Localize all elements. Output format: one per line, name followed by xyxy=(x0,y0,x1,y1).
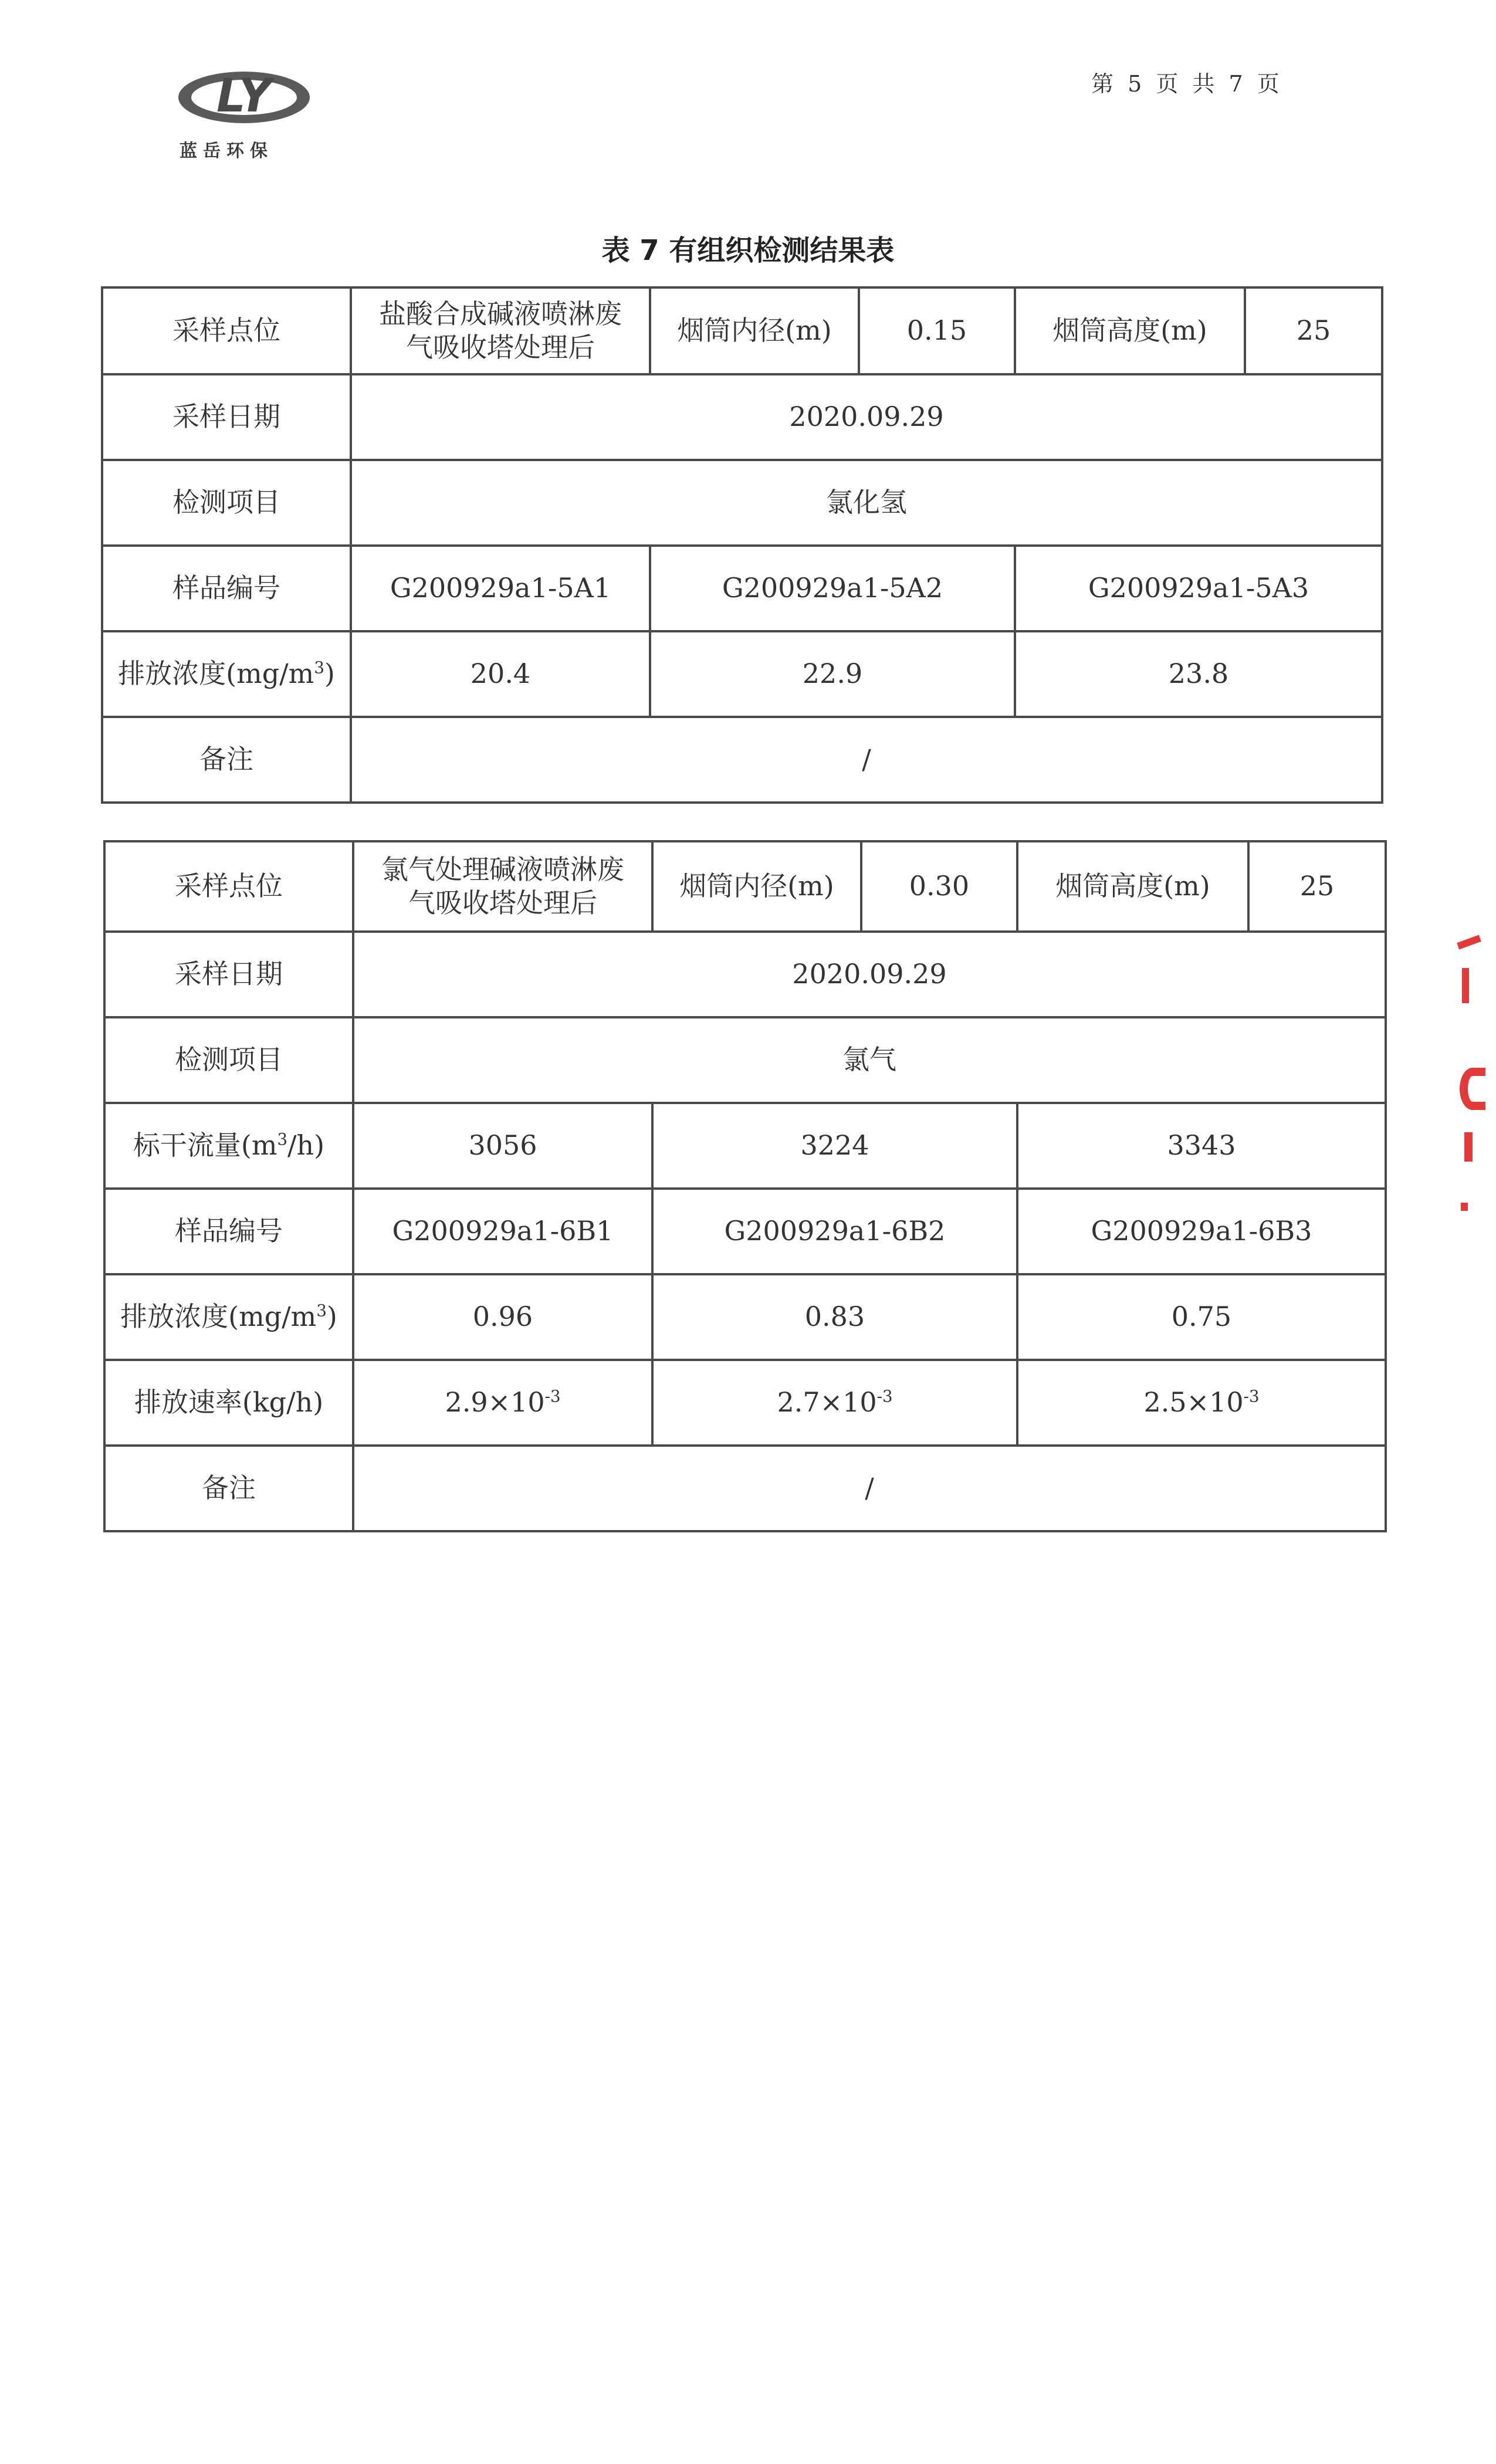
sample-id-cell: G200929a1-6B1 xyxy=(353,1189,652,1274)
sampling-date-value: 2020.09.29 xyxy=(351,374,1382,460)
row-label: 样品编号 xyxy=(102,546,351,631)
concentration-label-sup: 3 xyxy=(314,658,324,678)
test-item-value: 氯气 xyxy=(353,1017,1386,1103)
row-label xyxy=(102,631,351,717)
table-row xyxy=(102,631,1382,717)
rate-base: 2.5×10 xyxy=(1143,1386,1244,1419)
table-row xyxy=(102,460,1382,546)
remark-value: / xyxy=(353,1446,1386,1531)
sample-id-cell: G200929a1-5A2 xyxy=(650,546,1015,631)
sample-id-cell: G200929a1-6B2 xyxy=(652,1189,1017,1274)
row-label: 备注 xyxy=(104,1446,353,1531)
table-row xyxy=(102,546,1382,631)
row-label xyxy=(104,1274,353,1360)
row-label: 备注 xyxy=(102,717,351,803)
row-label: 排放速率(kg/h) xyxy=(104,1360,353,1446)
flow-cell: 3343 xyxy=(1017,1103,1386,1189)
table-row xyxy=(104,1360,1386,1446)
rate-cell xyxy=(652,1360,1017,1446)
flow-label-prefix: 标干流量(m xyxy=(133,1129,277,1162)
concentration-cell: 20.4 xyxy=(351,631,650,717)
row-label: 检测项目 xyxy=(102,460,351,546)
sample-id-cell: G200929a1-6B3 xyxy=(1017,1189,1386,1274)
stack-diameter-value: 0.15 xyxy=(859,287,1015,374)
sample-id-cell: G200929a1-5A3 xyxy=(1015,546,1382,631)
table-row xyxy=(104,1189,1386,1274)
page-number: 第 5 页 共 7 页 xyxy=(1091,71,1283,97)
test-item-value: 氯化氢 xyxy=(351,460,1382,546)
row-label: 采样日期 xyxy=(102,374,351,460)
table-title: 表 7 有组织检测结果表 xyxy=(601,234,895,267)
sampling-point-value: 氯气处理碱液喷淋废气吸收塔处理后 xyxy=(353,841,652,932)
rate-exp: -3 xyxy=(544,1386,561,1406)
table-row xyxy=(104,1274,1386,1360)
row-label: 采样点位 xyxy=(102,287,351,374)
table-row xyxy=(104,1446,1386,1531)
stack-height-value: 25 xyxy=(1245,287,1382,374)
stamp-fragment xyxy=(1461,1203,1468,1211)
row-label: 样品编号 xyxy=(104,1189,353,1274)
table-row xyxy=(104,1017,1386,1103)
table-row xyxy=(104,932,1386,1017)
concentration-label-prefix: 排放浓度(mg/m xyxy=(118,658,314,690)
concentration-label-sup: 3 xyxy=(316,1301,327,1321)
stack-diameter-label: 烟筒内径(m) xyxy=(652,841,861,932)
row-label: 检测项目 xyxy=(104,1017,353,1103)
concentration-label-prefix: 排放浓度(mg/m xyxy=(120,1301,317,1333)
stack-height-label: 烟筒高度(m) xyxy=(1017,841,1248,932)
stack-diameter-value: 0.30 xyxy=(861,841,1017,932)
sampling-date-value: 2020.09.29 xyxy=(353,932,1386,1017)
table-row xyxy=(104,841,1386,932)
logo-company-name: 蓝岳环保 xyxy=(180,141,273,161)
stamp-fragment xyxy=(1464,1132,1473,1162)
concentration-cell: 0.83 xyxy=(652,1274,1017,1360)
row-label: 采样日期 xyxy=(104,932,353,1017)
concentration-label-suffix: ) xyxy=(324,658,335,690)
stamp-fragment xyxy=(1457,935,1481,950)
concentration-cell: 23.8 xyxy=(1015,631,1382,717)
rate-base: 2.9×10 xyxy=(445,1386,545,1419)
flow-label-suffix: /h) xyxy=(287,1129,325,1162)
table-row xyxy=(102,287,1382,374)
rate-exp: -3 xyxy=(1243,1386,1260,1406)
stamp-fragment xyxy=(1462,968,1469,1003)
rate-exp: -3 xyxy=(876,1386,893,1406)
logo-letters: LY xyxy=(216,70,272,123)
stamp-fragment xyxy=(1460,1068,1485,1110)
stack-height-label: 烟筒高度(m) xyxy=(1015,287,1245,374)
sample-id-cell: G200929a1-5A1 xyxy=(351,546,650,631)
table-row xyxy=(102,374,1382,460)
rate-cell xyxy=(353,1360,652,1446)
flow-cell: 3224 xyxy=(652,1103,1017,1189)
logo-emblem xyxy=(174,65,314,135)
concentration-cell: 0.96 xyxy=(353,1274,652,1360)
rate-cell xyxy=(1017,1360,1386,1446)
table-row xyxy=(102,717,1382,803)
concentration-label-suffix: ) xyxy=(326,1301,337,1333)
stack-height-value: 25 xyxy=(1248,841,1386,932)
flow-cell: 3056 xyxy=(353,1103,652,1189)
rate-base: 2.7×10 xyxy=(777,1386,877,1419)
row-label: 采样点位 xyxy=(104,841,353,932)
results-table-hcl xyxy=(101,286,1383,804)
row-label xyxy=(104,1103,353,1189)
flow-label-sup: 3 xyxy=(277,1129,288,1149)
stack-diameter-label: 烟筒内径(m) xyxy=(650,287,859,374)
remark-value: / xyxy=(351,717,1382,803)
sampling-point-value: 盐酸合成碱液喷淋废气吸收塔处理后 xyxy=(351,287,650,374)
results-table-chlorine xyxy=(103,840,1387,1532)
concentration-cell: 22.9 xyxy=(650,631,1015,717)
concentration-cell: 0.75 xyxy=(1017,1274,1386,1360)
table-row xyxy=(104,1103,1386,1189)
